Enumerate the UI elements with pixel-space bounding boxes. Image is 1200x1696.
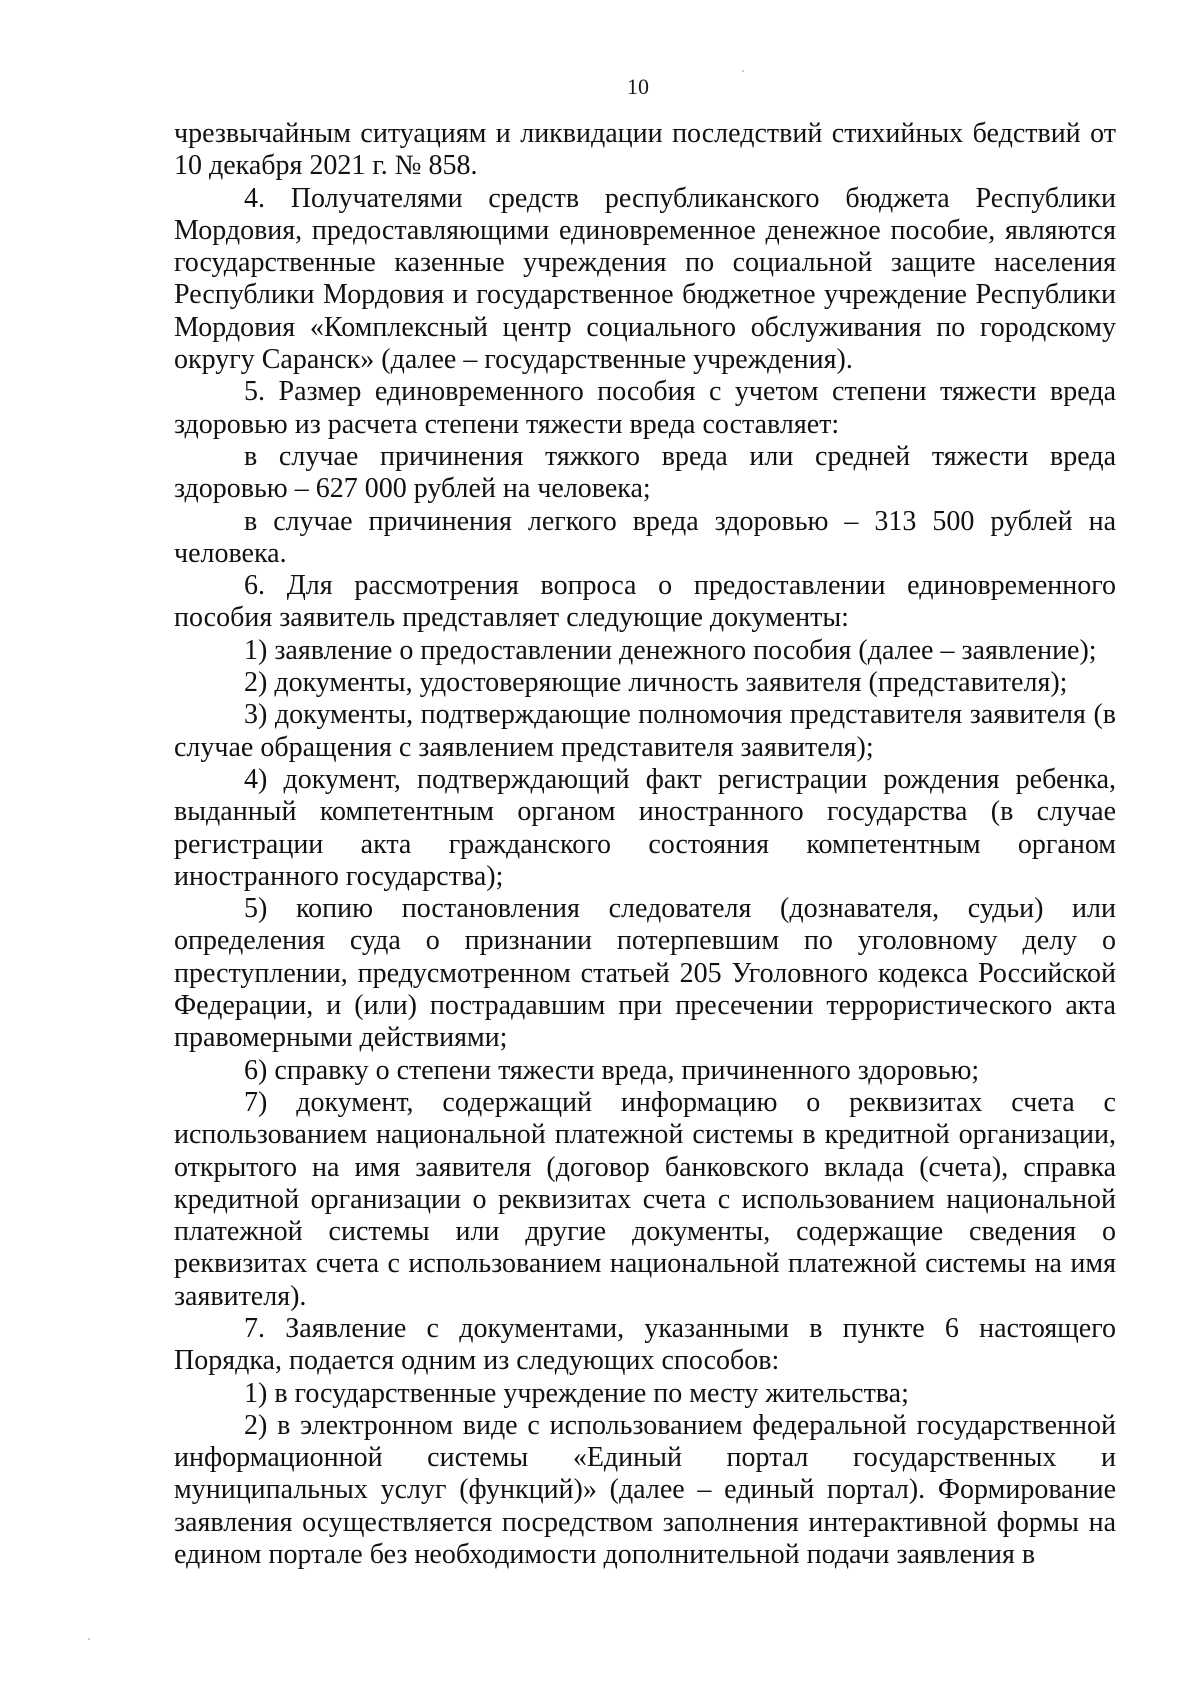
list-item-6: 6) справку о степени тяжести вреда, причиненного здоровью; xyxy=(244,1054,980,1086)
submission-method-1: 1) в государственные учреждение по месту жительства; xyxy=(244,1377,909,1409)
scan-speck xyxy=(742,70,744,72)
list-item-4: 4) документ, подтверждающий факт регистрации рождения ребенка, выданный компетентным органом иностранного государства (в случае регистрации акта гражданского состояния компетентным органом иностранного государства); xyxy=(174,763,1116,892)
paragraph-item-4: 4. Получателями средств республиканского бюджета Республики Мордовия, предоставляющими единовременное денежное пособие, являются государственные казенные учреждения по социальной защите населения Республики Мордовия и государственное бюджетное учреждение Республики Мордовия «Комплексный центр социального обслуживания по городскому округу Саранск» (далее – государственные учреждения). xyxy=(174,182,1116,376)
paragraph-item-7: 7. Заявление с документами, указанными в пункте 6 настоящего Порядка, подается одним из следующих способов: xyxy=(174,1312,1116,1377)
paragraph-continuation: чрезвычайным ситуациям и ликвидации последствий стихийных бедствий от 10 декабря 2021 г. № 858. xyxy=(174,118,1116,182)
document-body xyxy=(174,118,1116,1571)
list-item-1: 1) заявление о предоставлении денежного пособия (далее – заявление); xyxy=(244,634,1097,666)
page-number: 10 xyxy=(627,74,649,99)
list-item-3: 3) документы, подтверждающие полномочия представителя заявителя (в случае обращения с заявлением представителя заявителя); xyxy=(174,699,1116,763)
paragraph-item-6: 6. Для рассмотрения вопроса о предоставлении единовременного пособия заявитель представляет следующие документы: xyxy=(174,570,1116,634)
paragraph-item-5: 5. Размер единовременного пособия с учетом степени тяжести вреда здоровью из расчета степени тяжести вреда составляет: xyxy=(174,376,1116,440)
submission-method-2: 2) в электронном виде с использованием федеральной государственной информационной системы «Единый портал государственных и муниципальных услуг (функций)» (далее – единый портал). Формирование заявления осуществляется посредством заполнения интерактивной формы на едином портале без необходимости дополнительной подачи заявления в xyxy=(174,1409,1116,1571)
paragraph-light-harm: в случае причинения легкого вреда здоровью – 313 500 рублей на человека. xyxy=(174,505,1116,569)
paragraph-severe-harm: в случае причинения тяжкого вреда или средней тяжести вреда здоровью – 627 000 рублей на человека; xyxy=(174,440,1116,505)
list-item-7: 7) документ, содержащий информацию о реквизитах счета с использованием национальной платежной системы в кредитной организации, открытого на имя заявителя (договор банковского вклада (счета), справка кредитной организации о реквизитах счета с использованием национальной платежной системы или другие документы, содержащие сведения о реквизитах счета с использованием национальной платежной системы на имя заявителя). xyxy=(174,1086,1116,1312)
list-item-2: 2) документы, удостоверяющие личность заявителя (представителя); xyxy=(244,667,1068,699)
scan-speck xyxy=(88,1638,90,1640)
list-item-5: 5) копию постановления следователя (дознавателя, судьи) или определения суда о признании потерпевшим по уголовному делу о преступлении, предусмотренном статьей 205 Уголовного кодекса Российской Федерации, и (или) пострадавшим при пресечении террористического акта правомерными действиями; xyxy=(174,893,1116,1054)
